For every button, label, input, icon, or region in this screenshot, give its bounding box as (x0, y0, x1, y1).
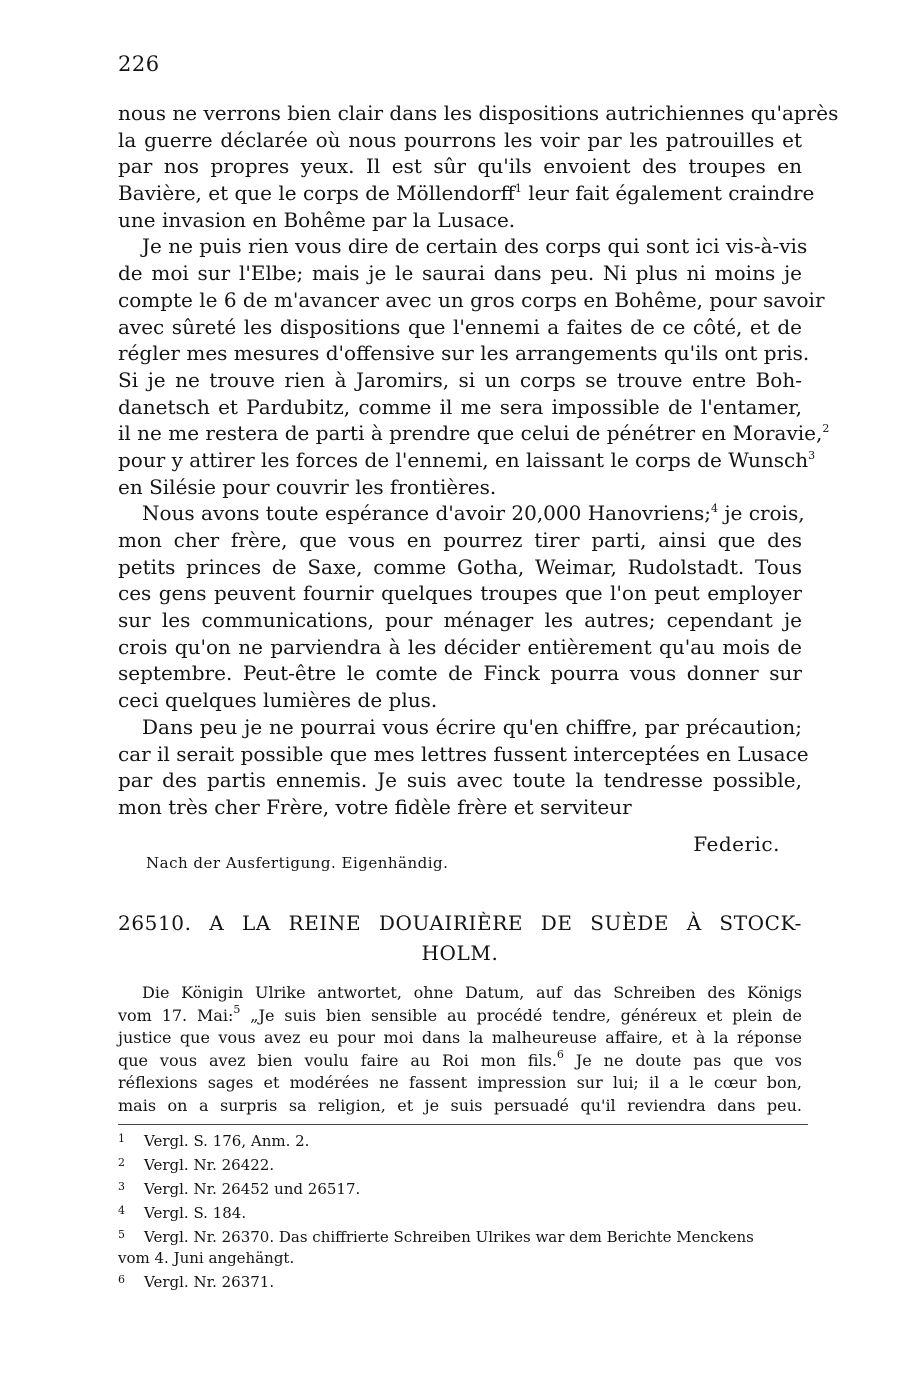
footnote-ref: 3 (808, 448, 816, 462)
summary-quote (118, 982, 802, 1117)
footnote-ref: 1 (514, 182, 522, 196)
body-line: nous ne verrons bien clair dans les dispositions autrichiennes qu'après (118, 101, 839, 125)
body-line: Dans peu je ne pourrai vous écrire qu'en chiffre, par précaution; (142, 714, 802, 739)
body-line: par des partis ennemis. Je suis avec toute la tendresse possible, (118, 768, 802, 793)
body-line-text: leur fait également craindre (528, 181, 815, 206)
footnote-text: Vergl. Nr. 26422. (144, 1156, 275, 1174)
heading-text: A LA REINE DOUAIRIÈRE DE SUÈDE À STOCK- (209, 911, 802, 935)
footnote-continuation (118, 1248, 808, 1269)
letter-number: 26510. (118, 911, 192, 935)
body-line: une invasion en Bohême par la Lusace. (118, 207, 516, 232)
source-note: Nach der Ausfertigung. Eigenhändig. (146, 854, 449, 872)
footnotes (118, 1128, 808, 1293)
footnote-text: Vergl. Nr. 26370. Das chiffrierte Schreiben Ulrikes war dem Berichte Menckens (144, 1228, 754, 1246)
letter-heading (118, 908, 802, 968)
footnote-divider (118, 1124, 808, 1125)
body-line-text: je crois, (724, 501, 805, 526)
footnote-ref: 4 (710, 502, 718, 516)
body-line: de moi sur l'Elbe; mais je le saurai dans peu. Ni plus ni moins je (118, 261, 802, 286)
body-line-text: il ne me restera de parti à prendre que celui de pénétrer en Moravie, (118, 421, 823, 446)
letter-body (118, 100, 839, 821)
body-line: Si je ne trouve rien à Jaromirs, si un corps se trouve entre Boh- (118, 367, 802, 392)
quote-line: mais on a surpris sa religion, et je suis persuadé qu'il reviendra dans peu. (118, 1095, 802, 1115)
body-line: par nos propres yeux. Il est sûr qu'ils envoient des troupes en (118, 154, 802, 179)
footnote-number: 6 (118, 1273, 125, 1286)
body-line: petits princes de Saxe, comme Gotha, Weimar, Rudolstadt. Tous (118, 554, 802, 579)
footnote-text: Vergl. S. 176, Anm. 2. (144, 1132, 310, 1150)
footnote (118, 1152, 808, 1176)
body-line-text: Nous avons toute espérance d'avoir 20,000 Hanovriens; (142, 501, 711, 526)
body-line-text: pour y attirer les forces de l'ennemi, en laissant le corps de Wunsch (118, 447, 809, 472)
quote-text: vom 17. Mai: (118, 1005, 234, 1025)
footnote-text: vom 4. Juni angehängt. (118, 1249, 295, 1267)
body-line: septembre. Peut-être le comte de Finck pourra vous donner sur (118, 661, 802, 686)
footnote (118, 1224, 808, 1248)
body-line: compte le 6 de m'avancer avec un gros corps en Bohême, pour savoir (118, 287, 825, 312)
footnote-text: Vergl. Nr. 26452 und 26517. (144, 1180, 361, 1198)
body-line: car il serait possible que mes lettres fussent interceptées en Lusace (118, 741, 809, 766)
footnote (118, 1128, 808, 1152)
body-line: avec sûreté les dispositions que l'ennemi a faites de ce côté, et de (118, 314, 802, 339)
quote-text: que vous avez bien voulu faire au Roi mon fils. (118, 1050, 557, 1070)
footnote (118, 1176, 808, 1200)
body-line: Je ne puis rien vous dire de certain des corps qui sont ici vis-à-vis (142, 234, 808, 259)
quote-line: justice que vous avez eu pour moi dans la malheureuse affaire, et à la réponse (118, 1028, 802, 1047)
footnote (118, 1269, 808, 1293)
body-line: en Silésie pour couvrir les frontières. (118, 474, 497, 499)
body-line (118, 420, 830, 447)
quote-line: Die Königin Ulrike antwortet, ohne Datum, auf das Schreiben des Königs (142, 983, 802, 1002)
heading-line: HOLM. (421, 941, 499, 965)
body-line: régler mes mesures d'offensive sur les arrangements qu'ils ont pris. (118, 341, 810, 366)
footnote-number: 3 (118, 1180, 125, 1193)
footnote (118, 1200, 808, 1224)
footnote-number: 1 (118, 1132, 125, 1145)
body-line: la guerre déclarée où nous pourrons les voir par les patrouilles et (118, 127, 802, 152)
footnote-text: Vergl. S. 184. (144, 1204, 247, 1222)
footnote-ref: 2 (822, 422, 830, 436)
body-line: ces gens peuvent fournir quelques troupes que l'on peut employer (118, 581, 802, 606)
body-line (118, 447, 816, 474)
quote-text: Je ne doute pas que vos (575, 1050, 803, 1070)
footnote-number: 4 (118, 1204, 125, 1217)
body-line: mon très cher Frère, votre fidèle frère et serviteur (118, 794, 632, 819)
footnote-text: Vergl. Nr. 26371. (144, 1273, 275, 1291)
body-line-text: Bavière, et que le corps de Möllendorff (118, 181, 515, 206)
body-line: mon cher frère, que vous en pourrez tirer parti, ainsi que des (118, 528, 802, 552)
body-line: crois qu'on ne parviendra à les décider entièrement qu'au mois de (118, 634, 802, 659)
body-line (118, 180, 815, 207)
body-line (118, 500, 805, 527)
page-number: 226 (118, 52, 160, 76)
quote-line (118, 1047, 803, 1073)
quote-text: „Je suis bien sensible au procédé tendre, généreux et plein de (250, 1005, 803, 1025)
quote-line (118, 1002, 803, 1028)
body-line: ceci quelques lumières de plus. (118, 688, 438, 713)
body-line: danetsch et Pardubitz, comme il me sera impossible de l'entamer, (118, 394, 802, 419)
heading-line (118, 908, 802, 938)
footnote-number: 5 (118, 1228, 125, 1241)
footnote-ref: 5 (233, 1002, 241, 1016)
signature: Federic. (693, 832, 780, 856)
body-line: sur les communications, pour ménager les autres; cependant je (118, 608, 802, 633)
footnote-ref: 6 (556, 1047, 564, 1061)
footnote-number: 2 (118, 1156, 125, 1169)
quote-line: réflexions sages et modérées ne fassent impression sur lui; il a le cœur bon, (118, 1073, 802, 1092)
